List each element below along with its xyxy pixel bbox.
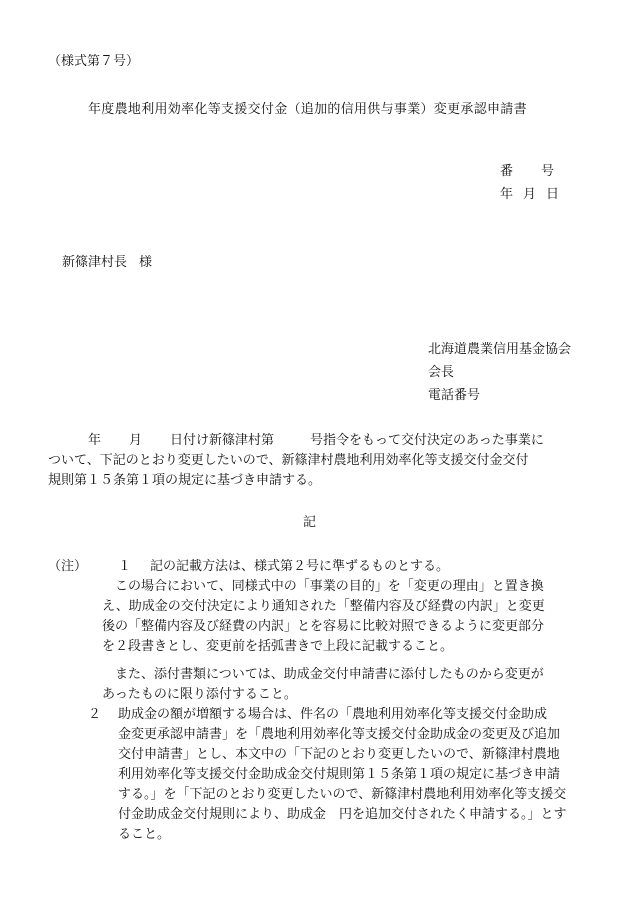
day-label: 日 bbox=[546, 187, 560, 202]
form-number: （様式第７号） bbox=[48, 54, 140, 69]
applicant-president: 会長 bbox=[428, 365, 455, 380]
note-2-line: 交付申請書」とし、本文中の「下記のとおり変更したいので、新篠津村農地 bbox=[118, 747, 560, 762]
body-paragraph bbox=[48, 431, 584, 491]
note-2-line: 利用効率化等支援交付金助成金交付規則第１５条第１項の規定に基づき申請 bbox=[118, 767, 561, 782]
note-2-line: 金変更承認申請書」を「農地利用効率化等支援交付金助成金の変更及び追加 bbox=[118, 727, 561, 742]
ban-label: 番 bbox=[500, 164, 514, 179]
note-1-p2-line: あったものに限り添付すること。 bbox=[102, 687, 297, 702]
notes-section bbox=[48, 557, 588, 845]
note-1-text: 記の記載方法は、様式第２号に準ずるものとする。 bbox=[150, 559, 450, 574]
document-title: 年度農地利用効率化等支援交付金（追加的信用供与事業）変更承認申請書 bbox=[88, 102, 527, 117]
document-date bbox=[500, 185, 569, 204]
month-label: 月 bbox=[523, 187, 537, 202]
note-1-p1-line: この場合において、同様式中の「事業の目的」を「変更の理由」と置き換 bbox=[102, 579, 544, 594]
note-1-p2-line: また、添付書類については、助成金交付申請書に添付したものから変更が bbox=[102, 667, 544, 682]
note-1-number: １ bbox=[118, 559, 132, 574]
note-1-p1-line: え、助成金の交付決定により通知された「整備内容及び経費の内訳」と変更 bbox=[102, 599, 545, 614]
addressee-suffix: 様 bbox=[139, 255, 153, 270]
note-2-line: 助成金の額が増額する場合は、件名の「農地利用効率化等支援交付金助成 bbox=[118, 707, 548, 722]
addressee bbox=[62, 253, 152, 272]
note-2-line: ること。 bbox=[118, 827, 171, 842]
note-2-line: する。」を「下記のとおり変更したいので、新篠津村農地利用効率化等支援交 bbox=[118, 787, 567, 802]
note-1-paragraph-2 bbox=[48, 665, 586, 705]
ki-heading: 記 bbox=[303, 515, 317, 530]
note-1-head bbox=[48, 557, 588, 577]
go-label: 号 bbox=[541, 164, 555, 179]
body-order: 号指令をもって交付決定のあった事業に bbox=[310, 433, 544, 448]
note-2 bbox=[48, 705, 588, 845]
note-2-number: ２ bbox=[88, 707, 102, 722]
body-month: 月 bbox=[129, 433, 143, 448]
note-1-p1-line: を２段書きとし、変更前を括弧書きで上段に記載すること。 bbox=[102, 639, 454, 654]
year-label: 年 bbox=[500, 187, 514, 202]
notes-label: （注） bbox=[48, 559, 88, 574]
applicant-org: 北海道農業信用基金協会 bbox=[428, 342, 572, 357]
body-line-3: 規則第１５条第１項の規定に基づき申請する。 bbox=[48, 473, 322, 488]
note-2-line: 付金助成金交付規則により、助成金 円を追加交付されたく申請する。」とす bbox=[118, 807, 567, 822]
note-1-p1-line: 後の「整備内容及び経費の内訳」とを容易に比較対照できるように変更部分 bbox=[102, 619, 545, 634]
reference-number bbox=[500, 162, 554, 181]
note-1-paragraph-1 bbox=[48, 577, 586, 657]
body-day-ref: 日付け新篠津村第 bbox=[170, 433, 275, 448]
applicant-phone: 電話番号 bbox=[428, 388, 481, 403]
addressee-name: 新篠津村長 bbox=[62, 255, 128, 270]
body-line-1 bbox=[48, 431, 584, 451]
body-line-2: ついて、下記のとおり変更したいので、新篠津村農地利用効率化等支援交付金交付 bbox=[48, 453, 529, 468]
body-year: 年 bbox=[88, 433, 102, 448]
